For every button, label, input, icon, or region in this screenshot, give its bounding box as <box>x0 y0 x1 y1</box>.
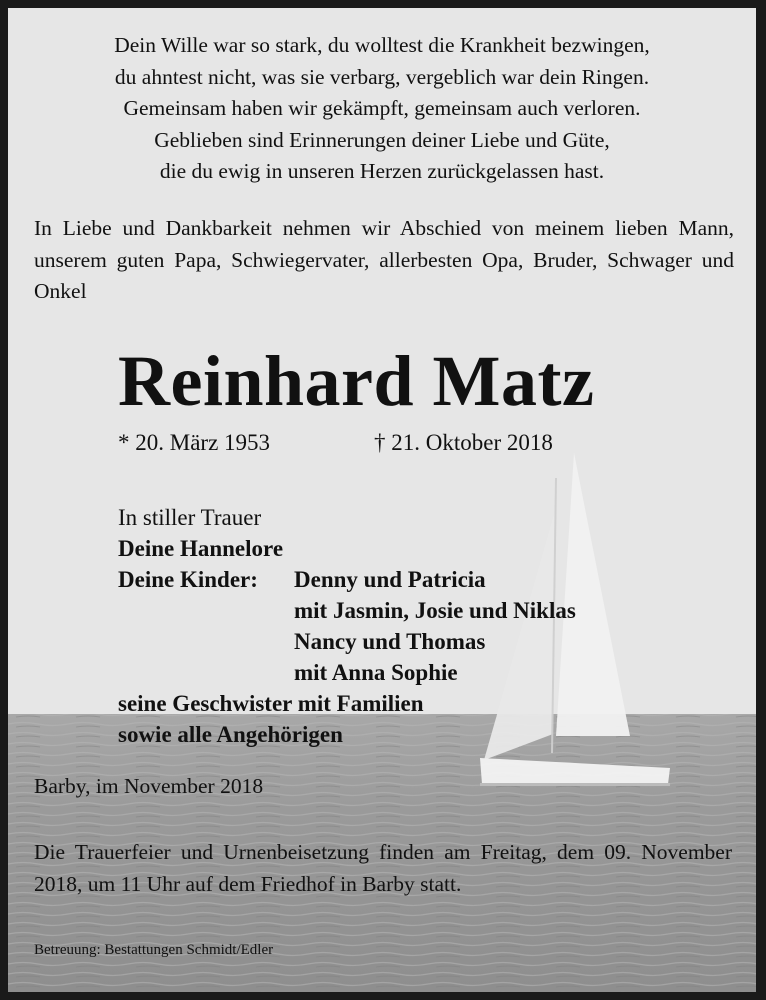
memorial-poem <box>8 30 756 188</box>
mourner-spouse: Deine Hannelore <box>118 536 284 561</box>
poem-line: du ahntest nicht, was sie verbarg, vergeblich war dein Ringen. <box>114 64 650 89</box>
mourner-grandchildren: mit Anna Sophie <box>294 660 458 685</box>
obituary-card <box>8 8 756 992</box>
mourner-grandchildren: mit Jasmin, Josie und Niklas <box>294 598 576 623</box>
mourning-intro: In stiller Trauer <box>118 505 262 530</box>
farewell-text: In Liebe und Dankbarkeit nehmen wir Abschied von meinem lieben Mann, unserem guten Papa, Schwiegervater, allerbesten Opa, Bruder, Schwager und Onkel <box>34 216 734 303</box>
mourner-children: Nancy und Thomas <box>294 629 486 654</box>
birth-date: * 20. März 1953 <box>118 430 271 455</box>
poem-line: Geblieben sind Erinnerungen deiner Liebe und Güte, <box>154 127 610 152</box>
children-label: Deine Kinder: <box>118 567 258 592</box>
poem-line: Gemeinsam haben wir gekämpft, gemeinsam auch verloren. <box>123 96 641 120</box>
poem-line: Dein Wille war so stark, du wolltest die Krankheit bezwingen, <box>114 33 650 57</box>
funeral-home: Betreuung: Bestattungen Schmidt/Edler <box>34 942 274 958</box>
ceremony-info: Die Trauerfeier und Urnenbeisetzung finden am Freitag, dem 09. November 2018, um 11 Uhr auf dem Friedhof in Barby statt. <box>34 840 732 896</box>
mourner-siblings: seine Geschwister mit Familien <box>118 691 424 716</box>
poem-line: die du ewig in unseren Herzen zurückgelassen hast. <box>159 159 605 183</box>
mourner-relatives: sowie alle Angehörigen <box>118 722 343 747</box>
deceased-name: Reinhard Matz <box>118 341 595 421</box>
death-date: † 21. Oktober 2018 <box>374 430 553 455</box>
place-date: Barby, im November 2018 <box>34 774 264 798</box>
mourner-children: Denny und Patricia <box>294 567 486 592</box>
